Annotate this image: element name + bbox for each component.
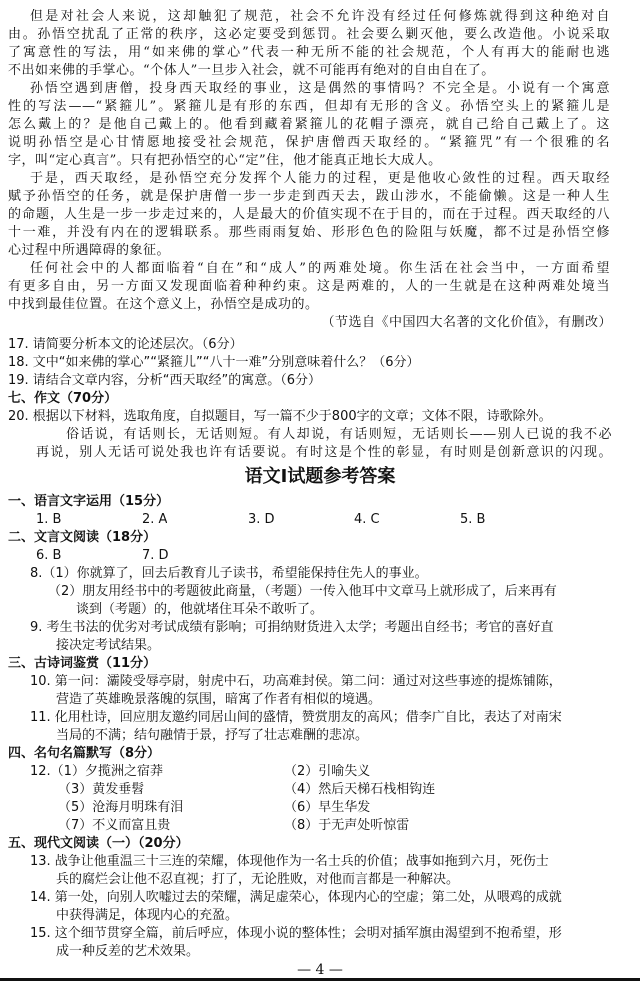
answer-15: 15. 这个细节贯穿全篇，前后呼应，体现小说的整体性；会明对插军旗由渴望到不抱希望，形	[30, 926, 562, 941]
answer-14: 中获得满足，体现内心的充盈。	[56, 908, 239, 923]
answer-10: 10. 第一问：灞陵受辱亭尉，射虎中石，功高难封侯。第二问：通过对这些事迹的提炼铺陈，	[30, 674, 562, 689]
passage-source: （节选自《中国四大名著的文化价值》，有删改）	[321, 315, 612, 330]
answer-14: 14. 第一处，向别人吹嘘过去的荣耀，满足虚荣心，体现内心的空虚；第二处，从喂鸡的成就	[30, 890, 562, 905]
passage-line: 了寓意性的写法，用“如来佛的掌心”代表一种无所不能的社会规范，个人有再大的能耐也逃	[8, 45, 610, 60]
answer-9: 9. 考生书法的优劣对考试成绩有影响；可捐纳财货进入太学；考题出自经书；考官的喜好直	[30, 620, 554, 635]
answer-item: 7. D	[142, 548, 169, 563]
answer-13: 13. 战争让他重温三十三连的荣耀，体现他作为一名士兵的价值；战事如拖到六月，死伤士	[30, 854, 549, 869]
writing-material: 再说，别人无话可说处我也许有话要说。有时这是个性的彰显，有时则是创新意识的闪现。	[36, 445, 612, 460]
question-19: 19. 请结合文章内容，分析“西天取经”的寓意。（6分）	[8, 373, 322, 388]
answer-15: 成一种反差的艺术效果。	[56, 944, 200, 959]
passage-line: 说明孙悟空是心甘情愿地接受社会规范，保护唐僧西天取经的。“紧箍咒”有一个很雅的名	[8, 135, 610, 150]
answer-item: （4）然后天梯石栈相钩连	[284, 782, 436, 797]
passage-line: 心过程中所遇障碍的象征。	[8, 243, 171, 258]
answer-item: （7）不义而富且贵	[58, 818, 171, 833]
writing-material: 俗话说，有话则长，无话则短。有人却说，有话则短，无话则长——别人已说的我不必	[66, 427, 612, 442]
answer-item: （6）早生华发	[284, 800, 371, 815]
answer-item: 1. B	[36, 512, 62, 527]
answer-item: （8）于无声处听惊雷	[284, 818, 410, 833]
passage-line: 字，叫“定心真言”。只有把孙悟空的心“定”住，他才能真正地长大成人。	[8, 153, 442, 168]
answer-10: 营造了英雄晚景落魄的氛围，暗寓了作者有相似的境遇。	[56, 692, 382, 707]
passage-line: 的命题，人生是一步一步走过来的，人是最大的价值实现不在于目的，而在于过程。西天取经的八	[8, 207, 610, 222]
answer-11: 当局的不满；结句融情于景，抒写了壮志难酬的悲凉。	[56, 728, 369, 743]
passage-line: 任何社会中的人都面临着“自在”和“成人”的两难处境。你生活在社会当中，一方面希望	[30, 261, 610, 276]
passage-line: 孙悟空遇到唐僧，投身西天取经的事业，这是偶然的事情吗？不完全是。小说有一个寓意	[30, 81, 610, 96]
answer-8-2: （2）朋友用经书中的考题彼此商量，（考题）一传入他耳中文章马上就形成了，后来再有	[48, 584, 557, 599]
answer-item: 4. C	[354, 512, 380, 527]
answer-11: 11. 化用杜诗，回应朋友邀约同居山间的盛情，赞赏朋友的高风；借李广自比，表达了对南宋	[30, 710, 562, 725]
section-3-header: 三、古诗词鉴赏（11分）	[8, 656, 157, 671]
answer-item: 3. D	[248, 512, 275, 527]
section-1-header: 一、语言文字运用（15分）	[8, 494, 170, 509]
answer-13: 兵的腐烂会让他不忍直视；打了，无论胜败，对他而言都是一种解决。	[56, 872, 460, 887]
answer-8-1: 8.（1）你就算了，回去后教育儿子读书，希望能保持住先人的事业。	[30, 566, 428, 581]
answer-item: 12.（1）夕揽洲之宿莽	[30, 764, 163, 779]
question-20: 20. 根据以下材料，选取角度，自拟题目，写一篇不少于800字的文章；文体不限，诗歌除外。	[8, 409, 552, 424]
section-5-header: 五、现代文阅读（一）（20分）	[8, 836, 189, 851]
page-number: — 4 —	[297, 962, 343, 978]
passage-line: 十一难，并没有内在的逻辑联系。那些雨雨复始、形形色色的险阻与妖魔，都不过是孙悟空修	[8, 225, 610, 240]
section-2-header: 二、文言文阅读（18分）	[8, 530, 157, 545]
passage-line: 于是，西天取经，是孙悟空充分发挥个人能力的过程，更是他收心敛性的过程。西天取经	[30, 171, 610, 186]
passage-line: 但是对社会人来说，这却触犯了规范，社会不允许没有经过任何修炼就得到这种绝对自	[30, 9, 610, 24]
question-18: 18. 文中“如来佛的掌心”“紧箍儿”“八十一难”分别意味着什么？（6分）	[8, 355, 420, 370]
answer-item: 6. B	[36, 548, 62, 563]
passage-line: 赋予孙悟空的任务，就是保护唐僧一步一步走到西天去，跋山涉水，不能偷懒。这是一种人生	[8, 189, 610, 204]
answer-item: 5. B	[460, 512, 486, 527]
passage-line: 性的写法——“紧箍儿”。紧箍儿是有形的东西，但却有无形的含义。孙悟空头上的紧箍儿是	[8, 99, 610, 114]
answer-item: 2. A	[142, 512, 168, 527]
passage-line: 怎么戴上的？是他自己戴上的。他看到藏着紧箍儿的花帽子漂亮，就自己给自己戴上了。这	[8, 117, 610, 132]
answer-item: （5）沧海月明珠有泪	[58, 800, 184, 815]
answer-item: （2）引喻失义	[284, 764, 371, 779]
answer-8-2: 谈到（考题）的，他就堵住耳朵不敢听了。	[76, 602, 324, 617]
answer-9: 接决定考试结果。	[56, 638, 161, 653]
passage-line: 不出如来佛的手掌心。“个体人”一旦步入社会，就不可能再有绝对的自由自在了。	[8, 63, 495, 78]
passage-line: 中找到最佳位置。在这个意义上，孙悟空是成功的。	[8, 297, 319, 312]
passage-line: 有更多自由，另一方面又发现面临着种种约束。这是两难的，人的一生就是在这种两难处境当	[8, 279, 610, 294]
writing-section-header: 七、作文（70分）	[8, 391, 118, 406]
answer-key-title: 语文Ⅰ试题参考答案	[244, 466, 396, 487]
question-17: 17. 请简要分析本文的论述层次。（6分）	[8, 337, 243, 352]
section-4-header: 四、名句名篇默写（8分）	[8, 746, 161, 761]
answer-item: （3）黄发垂髫	[58, 782, 145, 797]
passage-line: 由。孙悟空扰乱了正常的秩序，这必定要受到惩罚。社会要么剿灭他，要么改造他。小说采取	[8, 27, 610, 42]
